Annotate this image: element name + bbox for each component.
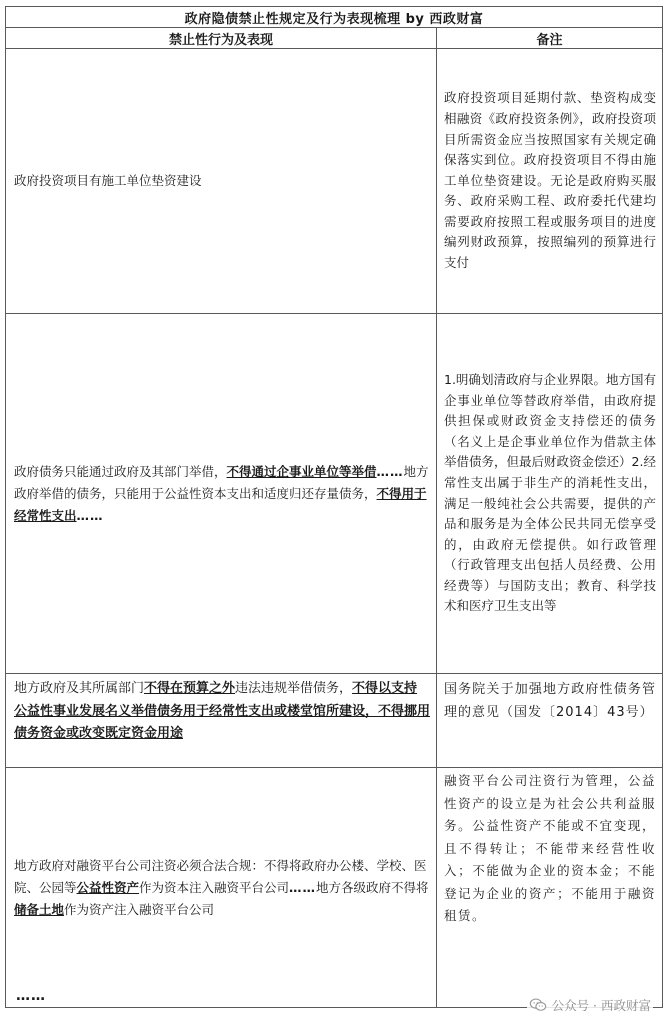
emphasis-text: 不得在预算之外 [144,681,236,696]
table-title: 政府隐债禁止性规定及行为表现梳理 by 西政财富 [6,7,663,28]
watermark [527,996,653,1014]
behavior-text: 地方政府举借的债务，只能用于公益性资本支出和适度归还存量债务， [14,463,429,501]
ellipsis: …… [376,463,404,479]
watermark-text: 公众号 · 西政财富 [551,998,651,1013]
emphasis-text: 储备土地 [14,901,65,917]
remarks-cell: 政府投资项目延期付款、垫资构成变相融资《政府投资条例》，政府投资项目所需资金应当按照国家有关规定确保落实到位。政府投资项目不得由施工单位垫资建设。无论是政府购买服务、政府采购工程、政府委托代建均需要政府按照工程或服务项目的进度编列财政预算，按照编列的预算进行支付 [437,49,663,314]
emphasis-text: 不得以支持公益性事业发展名义举借债务用于经常性支出或楼堂馆所建设，不得挪用债务资金或改变既定资金用途 [14,681,431,741]
behavior-text: 作为资本注入融资平台公司 [139,879,290,895]
emphasis-text: 不得用于经常性支出 [14,485,427,523]
behavior-cell [6,49,437,314]
behavior-text: 政府债务只能通过政府及其部门举借， [14,463,227,479]
emphasis-text: 公益性资产 [76,879,140,895]
behavior-text: 违法违规举借债务， [235,681,353,696]
behavior-cell [6,768,437,1008]
table-row [6,314,663,674]
column-header-behavior: 禁止性行为及表现 [6,28,437,49]
behavior-cell [6,314,437,674]
wechat-icon [529,998,547,1012]
table-row [6,49,663,314]
ellipsis: …… [76,507,104,523]
behavior-text: 地方政府及其所属部门 [14,681,145,696]
remarks-cell: 国务院关于加强地方政府性债务管理的意见（国发〔2014〕43号） [437,674,663,768]
behavior-text: 地方各级政府不得将 [316,879,429,895]
table-row [6,674,663,768]
column-header-remarks: 备注 [437,28,663,49]
behavior-text: 地方政府对融资平台公司注资必须合法合规：不得将政府办公楼、学校、医院、公园等 [14,857,427,895]
table-row [6,768,663,1008]
remarks-cell: 融资平台公司注资行为管理，公益性资产的设立是为社会公共利益服务。公益性资产不能或不宜变现，且不得转让；不能带来经营性收入；不能做为企业的资本金；不能登记为企业的资产；不能用于融资租赁。 [437,768,663,1008]
behavior-cell [6,674,437,768]
behavior-text: 政府投资项目有施工单位垫资建设 [14,173,202,188]
regulation-table [5,6,663,1008]
remarks-cell: 1.明确划清政府与企业界限。地方国有企事业单位等替政府举借，由政府提供担保或财政资金支持偿还的债务（名义上是企事业单位作为借款主体举借债务，但最后财政资金偿还）2.经常性支出属于非生产的消耗性支出，满足一般纯社会公共需要，提供的产品和服务是为全体公民共同无偿享受的，由政府无偿提供。如行政管理（行政管理支出包括人员经费、公用经费等）与国防支出；教育、科学技术和医疗卫生支出等 [437,314,663,674]
trailing-ellipsis: …… [16,988,46,1004]
emphasis-text: 不得通过企事业单位等举借 [226,463,377,479]
behavior-text: 作为资产注入融资平台公司 [64,901,215,917]
ellipsis: …… [289,879,317,895]
